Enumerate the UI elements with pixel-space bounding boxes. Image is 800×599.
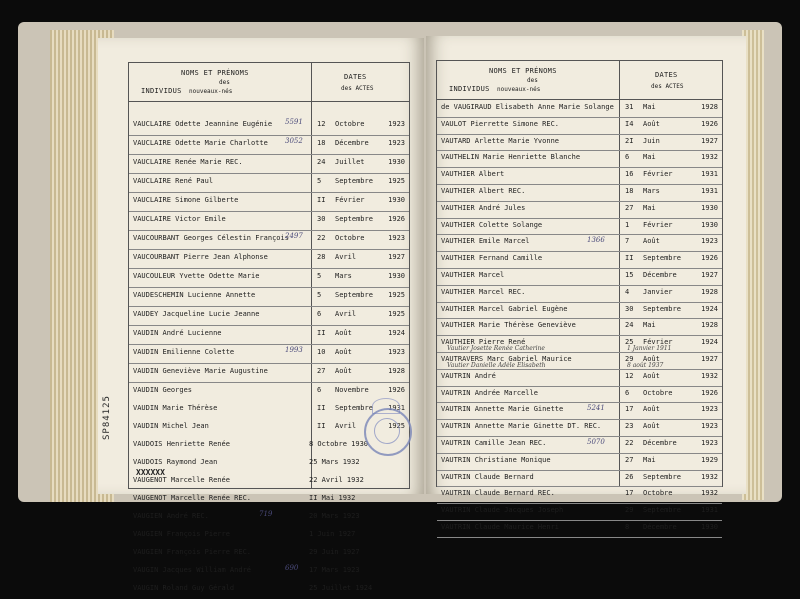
entry-month: Septembre bbox=[643, 472, 681, 481]
entry-name: VAUTRIN Annette Marie Ginette bbox=[441, 405, 564, 414]
table-row bbox=[437, 202, 722, 219]
header-names: NOMS ET PRÉNOMS bbox=[181, 69, 249, 77]
entry-month: Août bbox=[335, 367, 352, 375]
entry-year: 1930 bbox=[388, 196, 405, 204]
entry-name: VAUTRIN Annette Marie Ginette DT. REC. bbox=[441, 422, 602, 431]
entry-name: VAUCLAIRE Renée Marie REC. bbox=[133, 158, 243, 166]
entry-day: 27 bbox=[625, 203, 634, 212]
entry-name: VAUTRIN Claude Maurice Henri bbox=[441, 522, 560, 531]
entry-name: VAUTRIN Claude Bernard REC. bbox=[441, 489, 555, 498]
entry-day: 27 bbox=[625, 455, 634, 464]
entry-day: 15 bbox=[625, 270, 634, 279]
header-divider bbox=[437, 99, 722, 100]
entry-day: II bbox=[317, 329, 326, 337]
entry-month: Septembre bbox=[643, 304, 681, 313]
table-row bbox=[129, 117, 409, 136]
entry-month: Février bbox=[335, 196, 365, 204]
entry-date: 25 Juillet 1924 bbox=[309, 584, 373, 592]
entry-year: 1925 bbox=[388, 291, 405, 299]
entry-month: Avril bbox=[335, 253, 357, 261]
entry-month: Novembre bbox=[335, 386, 369, 394]
entry-month: Août bbox=[643, 371, 660, 380]
entry-name: VAUTRIN Claude Jacques Joseph bbox=[441, 506, 564, 515]
entry-name: VAUGIEN François Pierre REC. bbox=[133, 548, 252, 556]
entry-day: 18 bbox=[625, 186, 634, 195]
entry-month: Octobre bbox=[643, 388, 673, 397]
entry-month: Février bbox=[643, 338, 673, 347]
entry-name: VAUCLAIRE René Paul bbox=[133, 177, 214, 185]
entry-month: Octobre bbox=[335, 120, 365, 128]
entry-name: VAUTARD Arlette Marie Yvonne bbox=[441, 136, 560, 145]
entry-day: 6 bbox=[625, 388, 630, 397]
entry-month: Septembre bbox=[335, 215, 373, 223]
entry-day: 23 bbox=[625, 422, 634, 431]
table-row bbox=[437, 168, 722, 185]
entry-year: 1927 bbox=[701, 270, 718, 279]
entry-year: 1929 bbox=[701, 455, 718, 464]
entry-margin-note: 1993 bbox=[285, 346, 303, 354]
entry-month: Janvier bbox=[643, 287, 673, 296]
entry-day: 24 bbox=[625, 321, 634, 330]
entry-name: VAUTRIN Andrée Marcelle bbox=[441, 388, 538, 397]
table-row bbox=[437, 403, 722, 420]
table-row bbox=[437, 487, 722, 504]
entry-year: 1931 bbox=[701, 170, 718, 179]
entry-day: 30 bbox=[625, 304, 634, 313]
entry-month: Août bbox=[643, 237, 660, 246]
entry-name: VAUTHIER Fernand Camille bbox=[441, 254, 543, 263]
entry-year: 1925 bbox=[388, 177, 405, 185]
table-row bbox=[437, 336, 722, 353]
bottom-mark: XXXXXX bbox=[136, 468, 165, 477]
entry-year: 1924 bbox=[701, 338, 718, 347]
entry-name: VAUTHIER Pierre René bbox=[441, 338, 526, 347]
entry-year: 1923 bbox=[701, 405, 718, 414]
entry-day: 1 bbox=[625, 220, 630, 229]
entry-month: Mai bbox=[643, 103, 656, 111]
entry-month: Octobre bbox=[643, 489, 673, 498]
entry-margin-note: 5070 bbox=[587, 437, 605, 446]
entry-name: VAUTHIER Marcel Gabriel Eugène bbox=[441, 304, 568, 313]
entry-day: 5 bbox=[317, 272, 322, 280]
entry-month: Août bbox=[643, 354, 660, 363]
entry-year: 1924 bbox=[701, 304, 718, 313]
entry-day: 29 bbox=[625, 506, 634, 515]
entry-year: 1930 bbox=[388, 158, 405, 166]
archive-reference: SP84125 bbox=[102, 395, 112, 440]
table-row bbox=[437, 437, 722, 454]
table-row bbox=[437, 353, 722, 370]
table-row bbox=[129, 250, 409, 269]
right-register-table bbox=[436, 60, 723, 531]
entry-day: 28 bbox=[317, 253, 326, 261]
entry-name: VAUTHIER Colette Solange bbox=[441, 220, 543, 229]
header-names: NOMS ET PRÉNOMS bbox=[489, 67, 557, 75]
entry-name: VAUCLAIRE Odette Marie Charlotte bbox=[133, 139, 268, 147]
entry-margin-note: 690 bbox=[285, 564, 299, 572]
handwritten-annotation: Vautier Josette Renée Catherine bbox=[447, 345, 545, 353]
entry-day: 2I bbox=[625, 136, 634, 145]
entry-name: VAUTHIER Marie Thérèse Geneviève bbox=[441, 321, 576, 330]
entry-day: II bbox=[317, 422, 326, 430]
entry-day: 6 bbox=[625, 153, 630, 162]
entry-date: 8 Octobre 1930 bbox=[309, 440, 369, 448]
entry-year: 1927 bbox=[701, 354, 718, 363]
entry-margin-note: 1366 bbox=[587, 236, 605, 245]
entry-day: 6 bbox=[317, 386, 322, 394]
entry-name: VAUTRAVERS Marc Gabriel Maurice bbox=[441, 354, 572, 363]
entry-year: 1923 bbox=[388, 139, 405, 147]
entry-name: VAUTRIN Camille Jean REC. bbox=[441, 438, 547, 447]
table-row bbox=[437, 471, 722, 488]
entry-year: 1932 bbox=[701, 371, 718, 380]
left-rows bbox=[129, 117, 409, 599]
entry-day: 22 bbox=[625, 438, 634, 447]
entry-name: VAULOT Pierrette Simone REC. bbox=[441, 119, 560, 128]
entry-name: VAUGIEN André REC. bbox=[133, 512, 209, 520]
entry-date: 25 Mars 1932 bbox=[309, 458, 360, 466]
table-row bbox=[437, 370, 722, 387]
table-row bbox=[437, 286, 722, 303]
entry-name: VAUDIN Emilienne Colette bbox=[133, 348, 235, 356]
handwritten-date: 1 Janvier 1911 bbox=[627, 345, 672, 353]
entry-day: II bbox=[317, 404, 326, 412]
table-row bbox=[129, 345, 409, 364]
table-row bbox=[437, 219, 722, 236]
entry-day: 8 bbox=[625, 522, 630, 531]
entry-name: VAUTRIN Claude Bernard bbox=[441, 472, 534, 481]
entry-day: 16 bbox=[625, 170, 634, 179]
entry-year: 1926 bbox=[701, 388, 718, 397]
entry-day: II bbox=[625, 254, 634, 263]
entry-month: Mai bbox=[643, 203, 656, 212]
header-nouveau-nes: nouveaux-nés bbox=[497, 86, 541, 93]
entry-year: 1928 bbox=[701, 103, 718, 111]
entry-year: 1928 bbox=[701, 287, 718, 296]
table-row bbox=[129, 527, 409, 545]
entry-margin-note: 5241 bbox=[587, 404, 605, 413]
table-row bbox=[129, 307, 409, 326]
table-row bbox=[437, 269, 722, 286]
entry-year: 1923 bbox=[701, 422, 718, 431]
entry-day: 31 bbox=[625, 103, 634, 111]
entry-name: VAUDOIS Henriette Renée bbox=[133, 440, 230, 448]
right-rows bbox=[437, 101, 722, 538]
entry-day: 27 bbox=[317, 367, 326, 375]
entry-name: VAUGENOT Marcelle Renée bbox=[133, 476, 230, 484]
entry-day: 17 bbox=[625, 405, 634, 414]
entry-name: VAUTHIER André Jules bbox=[441, 203, 526, 212]
table-row bbox=[437, 454, 722, 471]
entry-name: VAUTRIN Christiane Monique bbox=[441, 455, 551, 464]
table-row bbox=[129, 401, 409, 419]
table-row bbox=[129, 509, 409, 527]
entry-day: I4 bbox=[625, 119, 634, 128]
entry-day: 22 bbox=[317, 234, 326, 242]
entry-year: 1932 bbox=[701, 472, 718, 481]
entry-month: Avril bbox=[335, 422, 357, 430]
entry-name: VAUTHIER Albert REC. bbox=[441, 186, 526, 195]
entry-name: VAUDIN Geneviève Marie Augustine bbox=[133, 367, 268, 375]
entry-name: VAUDOIS Raymond Jean bbox=[133, 458, 218, 466]
table-row bbox=[129, 563, 409, 581]
entry-month: Août bbox=[643, 405, 660, 414]
table-row bbox=[129, 383, 409, 401]
entry-date: 29 Juin 1927 bbox=[309, 548, 360, 556]
entry-month: Mai bbox=[643, 455, 656, 464]
table-row bbox=[129, 364, 409, 383]
entry-month: Mai bbox=[643, 153, 656, 162]
archive-stamp bbox=[364, 408, 412, 456]
entry-year: 1931 bbox=[388, 404, 405, 412]
entry-name: VAUGIN Jacques William André bbox=[133, 566, 252, 574]
entry-day: 25 bbox=[625, 338, 634, 347]
entry-name: VAUGIN Roland Guy Gérald bbox=[133, 584, 235, 592]
entry-year: 1931 bbox=[701, 186, 718, 195]
header-divider bbox=[129, 101, 409, 102]
entry-name: de VAUGIRAUD Elisabeth Anne Marie Solange bbox=[441, 103, 614, 111]
entry-month: Décembre bbox=[643, 438, 677, 447]
entry-month: Février bbox=[643, 220, 673, 229]
entry-year: 1923 bbox=[388, 234, 405, 242]
entry-name: VAUDIN Marie Thérèse bbox=[133, 404, 218, 412]
entry-year: 1932 bbox=[701, 153, 718, 162]
entry-year: 1928 bbox=[388, 367, 405, 375]
entry-month: Février bbox=[643, 170, 673, 179]
entry-year: 1930 bbox=[701, 522, 718, 531]
entry-day: 5 bbox=[317, 177, 322, 185]
entry-day: II bbox=[317, 196, 326, 204]
table-row bbox=[437, 118, 722, 135]
header-dates: DATES bbox=[344, 73, 367, 81]
entry-year: 1924 bbox=[388, 329, 405, 337]
entry-day: 17 bbox=[625, 489, 634, 498]
header-dates: DATES bbox=[655, 71, 678, 79]
entry-date: II Mai 1932 bbox=[309, 494, 356, 502]
entry-date: 20 Mars 1923 bbox=[309, 512, 360, 520]
entry-name: VAUGENOT Marcelle Renée REC. bbox=[133, 494, 252, 502]
table-row bbox=[437, 319, 722, 336]
entry-year: 1923 bbox=[701, 237, 718, 246]
entry-year: 1927 bbox=[388, 253, 405, 261]
table-row bbox=[129, 326, 409, 345]
entry-name: VAUDEY Jacqueline Lucie Jeanne bbox=[133, 310, 260, 318]
entry-year: 1927 bbox=[701, 136, 718, 145]
header-nouveau-nes: nouveaux-nés bbox=[189, 88, 233, 95]
entry-month: Août bbox=[335, 348, 352, 356]
entry-name: VAUDIN Georges bbox=[133, 386, 193, 394]
entry-name: VAUTHIER Marcel REC. bbox=[441, 287, 526, 296]
table-row bbox=[437, 235, 722, 252]
entry-month: Mars bbox=[335, 272, 352, 280]
entry-month: Septembre bbox=[335, 177, 373, 185]
entry-month: Avril bbox=[335, 310, 357, 318]
entry-month: Octobre bbox=[335, 234, 365, 242]
entry-margin-note: 719 bbox=[259, 510, 273, 518]
entry-month: Août bbox=[643, 119, 660, 128]
entry-year: 1930 bbox=[388, 272, 405, 280]
handwritten-annotation: Vautier Danielle Adèle Elisabeth bbox=[447, 361, 546, 369]
table-row bbox=[129, 174, 409, 193]
entry-day: 4 bbox=[625, 287, 630, 296]
entry-name: VAUDESCHEMIN Lucienne Annette bbox=[133, 291, 256, 299]
table-row bbox=[437, 521, 722, 538]
table-row bbox=[129, 491, 409, 509]
entry-name: VAUTHIER Albert bbox=[441, 170, 505, 179]
entry-name: VAUCLAIRE Simone Gilberte bbox=[133, 196, 239, 204]
entry-date: 17 Mars 1923 bbox=[309, 566, 360, 574]
entry-day: 26 bbox=[625, 472, 634, 481]
entry-name: VAUDIN André Lucienne bbox=[133, 329, 222, 337]
table-row bbox=[437, 303, 722, 320]
table-row bbox=[437, 387, 722, 404]
table-row bbox=[437, 252, 722, 269]
right-page bbox=[426, 36, 746, 531]
entry-year: 1926 bbox=[388, 215, 405, 223]
entry-day: 18 bbox=[317, 139, 326, 147]
table-row bbox=[129, 193, 409, 212]
entry-margin-note: 2497 bbox=[285, 232, 303, 240]
entry-month: Juin bbox=[643, 136, 660, 145]
entry-month: Mai bbox=[643, 321, 656, 330]
entry-day: 29 bbox=[625, 354, 634, 363]
entry-month: Décembre bbox=[335, 139, 369, 147]
entry-name: VAUCOURBANT Pierre Jean Alphonse bbox=[133, 253, 268, 261]
entry-month: Août bbox=[643, 422, 660, 431]
entry-name: VAUTHIER Emile Marcel bbox=[441, 237, 530, 246]
entry-day: 30 bbox=[317, 215, 326, 223]
entry-margin-note: 5591 bbox=[285, 118, 303, 126]
entry-margin-note: 3052 bbox=[285, 137, 303, 145]
entry-year: 1923 bbox=[388, 120, 405, 128]
table-row bbox=[437, 420, 722, 437]
entry-date: 1 Juin 1927 bbox=[309, 530, 356, 538]
table-row bbox=[437, 151, 722, 168]
entry-month: Septembre bbox=[643, 506, 681, 515]
entry-day: 5 bbox=[317, 291, 322, 299]
entry-day: 6 bbox=[317, 310, 322, 318]
entry-name: VAUTRIN André bbox=[441, 371, 496, 380]
table-row bbox=[129, 288, 409, 307]
entry-day: 7 bbox=[625, 237, 630, 246]
entry-year: 1925 bbox=[388, 310, 405, 318]
header-des-actes: des ACTES bbox=[651, 83, 684, 90]
table-row bbox=[129, 212, 409, 231]
table-row bbox=[129, 269, 409, 288]
entry-month: Juillet bbox=[335, 158, 365, 166]
table-row bbox=[129, 455, 409, 473]
table-row bbox=[129, 231, 409, 250]
table-row bbox=[437, 101, 722, 118]
table-row bbox=[129, 155, 409, 174]
entry-year: 1926 bbox=[388, 386, 405, 394]
entry-year: 1930 bbox=[701, 203, 718, 212]
entry-year: 1928 bbox=[701, 321, 718, 330]
table-row bbox=[129, 581, 409, 599]
entry-day: 24 bbox=[317, 158, 326, 166]
entry-day: 12 bbox=[625, 371, 634, 380]
table-row bbox=[129, 545, 409, 563]
table-row bbox=[129, 136, 409, 155]
header-des: des bbox=[527, 77, 538, 84]
entry-month: Décembre bbox=[643, 522, 677, 531]
entry-month: Septembre bbox=[335, 291, 373, 299]
entry-month: Mars bbox=[643, 186, 660, 195]
entry-year: 1926 bbox=[701, 254, 718, 263]
table-row bbox=[129, 473, 409, 491]
entry-year: 1931 bbox=[701, 506, 718, 515]
entry-year: 1930 bbox=[701, 220, 718, 229]
entry-name: VAUTHELIN Marie Henriette Blanche bbox=[441, 153, 581, 162]
entry-month: Septembre bbox=[335, 404, 373, 412]
entry-date: 22 Avril 1932 bbox=[309, 476, 364, 484]
entry-name: VAUCOURBANT Georges Célestin François bbox=[133, 234, 289, 242]
entry-name: VAUDIN Michel Jean bbox=[133, 422, 209, 430]
entry-name: VAUCLAIRE Victor Emile bbox=[133, 215, 226, 223]
entry-year: 1932 bbox=[701, 489, 718, 498]
handwritten-date: 8 août 1937 bbox=[627, 361, 664, 369]
table-row bbox=[437, 185, 722, 202]
entry-name: VAUGIEN François Pierre bbox=[133, 530, 230, 538]
entry-day: 10 bbox=[317, 348, 326, 356]
header-des-actes: des ACTES bbox=[341, 85, 374, 92]
header-des: des bbox=[219, 79, 230, 86]
entry-month: Août bbox=[335, 329, 352, 337]
entry-year: 1923 bbox=[701, 438, 718, 447]
entry-name: VAUCLAIRE Odette Jeannine Eugénie bbox=[133, 120, 273, 128]
table-row bbox=[437, 135, 722, 152]
entry-year: 1925 bbox=[388, 422, 405, 430]
header-individus: INDIVIDUS bbox=[449, 85, 490, 93]
entry-year: 1923 bbox=[388, 348, 405, 356]
table-row bbox=[437, 504, 722, 521]
entry-day: 12 bbox=[317, 120, 326, 128]
entry-name: VAUTHIER Marcel bbox=[441, 270, 505, 279]
entry-name: VAUCOULEUR Yvette Odette Marie bbox=[133, 272, 260, 280]
header-individus: INDIVIDUS bbox=[141, 87, 182, 95]
entry-month: Septembre bbox=[643, 254, 681, 263]
entry-year: 1926 bbox=[701, 119, 718, 128]
entry-month: Décembre bbox=[643, 270, 677, 279]
